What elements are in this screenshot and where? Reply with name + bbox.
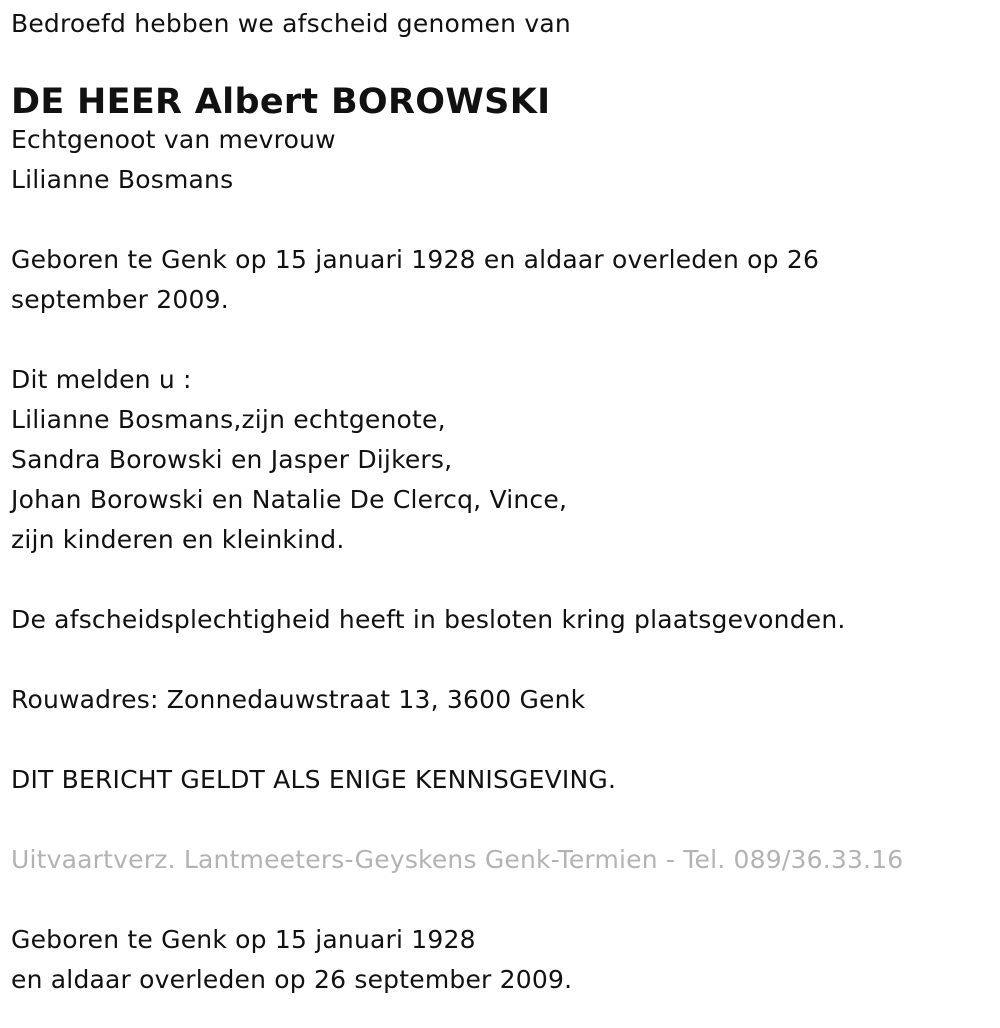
- birth-line-1: Geboren te Genk op 15 januari 1928 en aldaar overleden op 26: [11, 245, 820, 274]
- footer-line-1: Geboren te Genk op 15 januari 1928: [11, 925, 476, 954]
- footer-line-2: en aldaar overleden op 26 september 2009.: [11, 965, 573, 994]
- notice-text: DIT BERICHT GELDT ALS ENIGE KENNISGEVING.: [11, 765, 617, 794]
- birth-line-2: september 2009.: [11, 285, 229, 314]
- ceremony-text: De afscheidsplechtigheid heeft in besloten kring plaatsgevonden.: [11, 605, 846, 634]
- family-line-3: Johan Borowski en Natalie De Clercq, Vince,: [11, 485, 568, 514]
- mourning-address: Rouwadres: Zonnedauwstraat 13, 3600 Genk: [11, 685, 586, 714]
- announce-heading: Dit melden u :: [11, 365, 192, 394]
- intro-text: Bedroefd hebben we afscheid genomen van: [11, 9, 571, 38]
- spouse-line-1: Echtgenoot van mevrouw: [11, 125, 336, 154]
- deceased-name: DE HEER Albert BOROWSKI: [11, 82, 551, 122]
- family-line-1: Lilianne Bosmans,zijn echtgenote,: [11, 405, 446, 434]
- death-notice: [11, 0, 991, 1000]
- family-line-4: zijn kinderen en kleinkind.: [11, 525, 345, 554]
- funeral-home-info: Uitvaartverz. Lantmeeters-Geyskens Genk-Termien - Tel. 089/36.33.16: [11, 845, 904, 874]
- family-line-2: Sandra Borowski en Jasper Dijkers,: [11, 445, 453, 474]
- spouse-line-2: Lilianne Bosmans: [11, 165, 234, 194]
